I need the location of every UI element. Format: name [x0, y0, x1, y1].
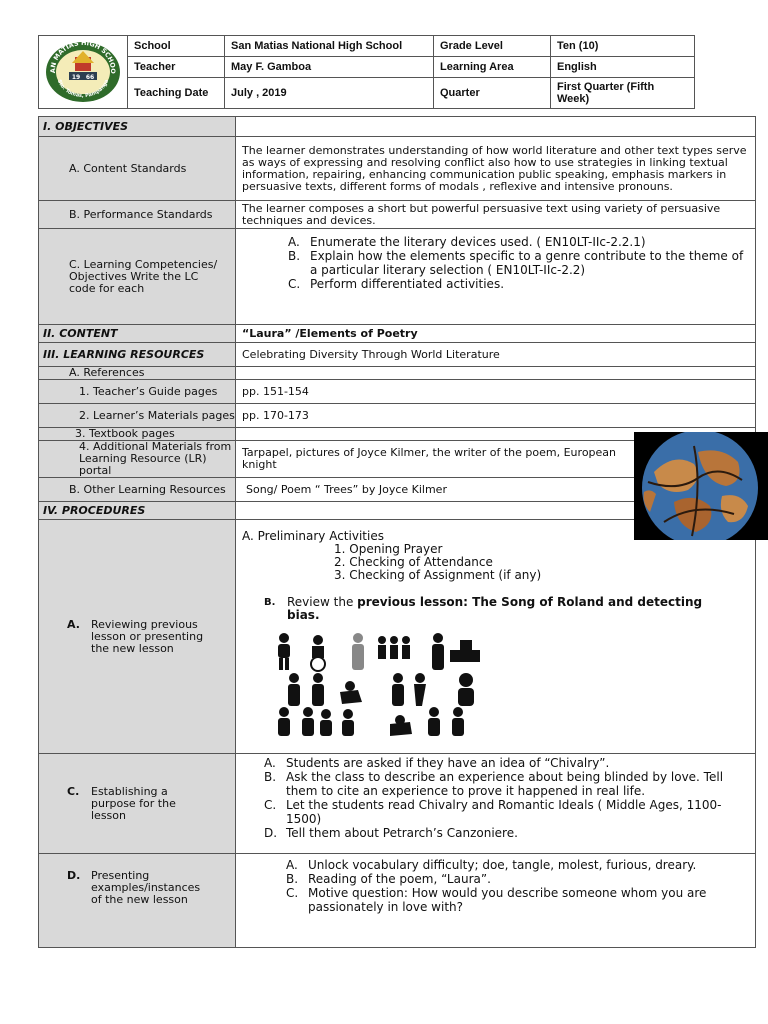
content-standards-text: The learner demonstrates understanding of how world literature and other text types serve as ways of expressing and resolving conflict also how to use strategies in linking textual information, repairing, enhancing communication public speaking, emphasis markers in persuasive texts, different forms of modals , reflexive and intensive pronouns.	[236, 137, 756, 201]
school-logo	[39, 39, 127, 103]
establishing-label-cell	[39, 754, 236, 854]
additional-materials-value: Tarpapel, pictures of Joyce Kilmer, the writer of the poem, European knight	[236, 441, 756, 478]
content-value: “Laura” /Elements of Poetry	[236, 325, 756, 343]
establishing-content	[236, 754, 756, 854]
competency-item: B. Explain how the elements specific to a genre contribute to the theme of a particular literary selection ( EN10LT-IIc-2.2)	[288, 249, 744, 277]
content-standards-label: A. Content Standards	[39, 137, 236, 201]
grade-value: Ten (10)	[551, 36, 695, 57]
date-value: July , 2019	[225, 78, 434, 109]
reviewing-marker: A.	[67, 617, 80, 631]
quarter-value: First Quarter (Fifth Week)	[551, 78, 695, 109]
establishing-item: D. Tell them about Petrarch’s Canzoniere.	[264, 826, 518, 840]
presenting-label-cell	[39, 854, 236, 948]
presenting-item: B. Reading of the poem, “Laura”.	[286, 872, 491, 886]
teacher-value: May F. Gamboa	[225, 57, 434, 78]
textbook-label: 3. Textbook pages	[39, 428, 236, 441]
review-prefix: Review the	[287, 595, 358, 609]
performance-standards-text: The learner composes a short but powerful persuasive text using variety of persuasive techniques and devices.	[236, 201, 756, 229]
objectives-title: I. OBJECTIVES	[39, 117, 236, 137]
school-value: San Matias National High School	[225, 36, 434, 57]
grade-label: Grade Level	[434, 36, 551, 57]
globe-illustration	[634, 432, 768, 540]
reviewing-content	[236, 520, 756, 754]
date-label: Teaching Date	[128, 78, 225, 109]
competency-item: C. Perform differentiated activities.	[288, 277, 505, 291]
review-marker: B.	[264, 597, 276, 608]
people-pictogram-row-1	[278, 633, 480, 671]
teachers-guide-value: pp. 151-154	[236, 380, 756, 404]
performance-standards-label: B. Performance Standards	[39, 201, 236, 229]
header-table	[38, 35, 695, 109]
logo-year-left: 19	[71, 73, 81, 81]
presenting-label: Presenting examples/instances of the new lesson	[91, 869, 201, 906]
people-pictogram-row-2	[288, 673, 474, 706]
teachers-guide-label: 1. Teacher’s Guide pages	[39, 380, 236, 404]
reviewing-label: Reviewing previous lesson or presenting the new lesson	[91, 617, 204, 655]
prelim-item: 2. Checking of Attendance	[334, 555, 493, 569]
establishing-item: C. Let the students read Chivalry and Romantic Ideals ( Middle Ages, 1100-1500)	[264, 798, 722, 826]
prelim-item: 1. Opening Prayer	[334, 542, 443, 556]
competencies-list	[236, 229, 756, 325]
teacher-label: Teacher	[128, 57, 225, 78]
preliminary-heading: A. Preliminary Activities	[242, 529, 384, 543]
objectives-blank	[236, 117, 756, 137]
presenting-marker: D.	[67, 869, 81, 882]
presenting-content	[236, 854, 756, 948]
establishing-item: B. Ask the class to describe an experience about being blinded by love. Tell them to cite an experience to prove it happened in real life.	[264, 770, 724, 798]
school-logo-cell	[39, 36, 128, 109]
presenting-item: A. Unlock vocabulary difficulty; doe, tangle, molest, furious, dreary.	[286, 858, 697, 872]
logo-ring-bottom: Sto. Tomas, Pampanga	[55, 78, 111, 99]
logo-year-right: 66	[85, 73, 95, 81]
area-label: Learning Area	[434, 57, 551, 78]
establishing-label: Establishing a purpose for the lesson	[91, 784, 176, 822]
establishing-marker: C.	[67, 784, 80, 798]
learners-materials-label: 2. Learner’s Materials pages	[39, 404, 236, 428]
learners-materials-value: pp. 170-173	[236, 404, 756, 428]
other-resources-value: Song/ Poem “ Trees” by Joyce Kilmer	[236, 478, 756, 502]
area-value: English	[551, 57, 695, 78]
content-title: II. CONTENT	[39, 325, 236, 343]
competency-item: A. Enumerate the literary devices used. ( EN10LT-IIc-2.2.1)	[288, 235, 646, 249]
presenting-item: C. Motive question: How would you describe someone whom you are passionately in love with?	[286, 886, 707, 914]
resources-title: III. LEARNING RESOURCES	[39, 343, 236, 367]
resources-title-value: Celebrating Diversity Through World Literature	[236, 343, 756, 367]
references-label: A. References	[39, 367, 236, 380]
additional-materials-label: 4. Additional Materials from Learning Resource (LR) portal	[39, 441, 236, 478]
reviewing-label-cell	[39, 520, 236, 754]
logo-ring-top: AN MATIAS HIGH SCHOO	[48, 38, 118, 74]
school-label: School	[128, 36, 225, 57]
establishing-item: A. Students are asked if they have an idea of “Chivalry”.	[264, 756, 610, 770]
other-resources-label: B. Other Learning Resources	[39, 478, 236, 502]
review-bold: previous lesson: The Song of Roland and detecting bias.	[287, 595, 703, 622]
quarter-label: Quarter	[434, 78, 551, 109]
bias-pictograms	[270, 628, 500, 738]
people-pictogram-row-3	[278, 707, 464, 736]
references-blank	[236, 367, 756, 380]
prelim-item: 3. Checking of Assignment (if any)	[334, 568, 542, 582]
competencies-label: C. Learning Competencies/ Objectives Write the LC code for each	[39, 229, 236, 325]
procedures-title: IV. PROCEDURES	[39, 502, 236, 520]
globe-image	[634, 432, 768, 540]
